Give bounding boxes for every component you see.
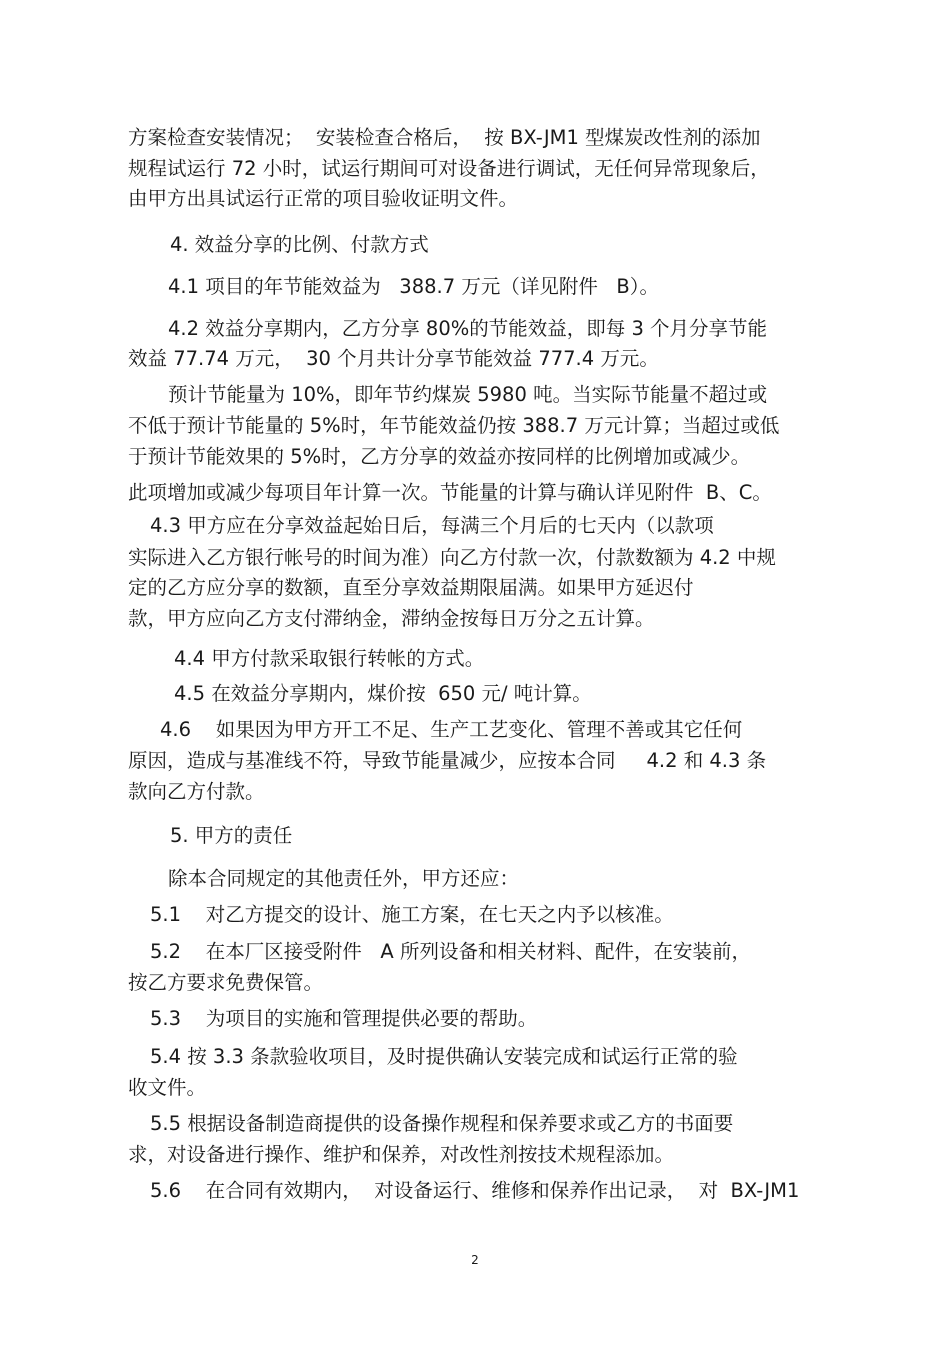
text-line: 5.1 对乙方提交的设计、施工方案，在七天之内予以核准。 xyxy=(150,903,674,926)
text-line: 4.1 项目的年节能效益为 388.7 万元（详见附件 B）。 xyxy=(168,275,660,298)
text-line: 4.4 甲方付款采取银行转帐的方式。 xyxy=(174,647,485,670)
page-number: 2 xyxy=(471,1253,479,1267)
text-line: 于预计节能效果的 5%时，乙方分享的效益亦按同样的比例增加或减少。 xyxy=(128,445,751,468)
text-line: 不低于预计节能量的 5%时，年节能效益仍按 388.7 万元计算；当超过或低 xyxy=(128,414,780,437)
text-line: 4.3 甲方应在分享效益起始日后，每满三个月后的七天内（以款项 xyxy=(150,514,714,537)
text-line: 原因，造成与基准线不符，导致节能量减少，应按本合同 4.2 和 4.3 条 xyxy=(128,749,767,772)
text-line: 4.5 在效益分享期内，煤价按 650 元/ 吨计算。 xyxy=(174,682,592,705)
text-line: 方案检查安装情况； 安装检查合格后， 按 BX-JM1 型煤炭改性剂的添加 xyxy=(128,126,761,149)
text-line: 收文件。 xyxy=(128,1076,207,1099)
text-line: 按乙方要求免费保管。 xyxy=(128,971,324,994)
section-heading: 4. 效益分享的比例、付款方式 xyxy=(170,233,429,256)
text-line: 预计节能量为 10%，即年节约煤炭 5980 吨。当实际节能量不超过或 xyxy=(168,383,768,406)
text-line: 定的乙方应分享的数额，直至分享效益期限届满。如果甲方延迟付 xyxy=(128,576,694,599)
text-line: 效益 77.74 万元， 30 个月共计分享节能效益 777.4 万元。 xyxy=(128,347,659,370)
text-line: 5.3 为项目的实施和管理提供必要的帮助。 xyxy=(150,1007,538,1030)
text-line: 5.5 根据设备制造商提供的设备操作规程和保养要求或乙方的书面要 xyxy=(150,1112,734,1135)
text-line: 规程试运行 72 小时，试运行期间可对设备进行调试，无任何异常现象后， xyxy=(128,157,770,180)
text-line: 5.6 在合同有效期内， 对设备运行、维修和保养作出记录， 对 BX-JM1 xyxy=(150,1179,800,1202)
text-line: 5.2 在本厂区接受附件 A 所列设备和相关材料、配件，在安装前， xyxy=(150,940,751,963)
text-line: 4.6 如果因为甲方开工不足、生产工艺变化、管理不善或其它任何 xyxy=(160,718,743,741)
text-line: 求，对设备进行操作、维护和保养，对改性剂按技术规程添加。 xyxy=(128,1143,675,1166)
text-line: 除本合同规定的其他责任外，甲方还应： xyxy=(168,867,520,890)
section-heading: 5. 甲方的责任 xyxy=(170,824,293,847)
text-line: 实际进入乙方银行帐号的时间为准）向乙方付款一次，付款数额为 4.2 中规 xyxy=(128,546,776,569)
text-line: 款向乙方付款。 xyxy=(128,780,265,803)
text-line: 4.2 效益分享期内，乙方分享 80%的节能效益，即每 3 个月分享节能 xyxy=(168,317,768,340)
text-line: 此项增加或减少每项目年计算一次。节能量的计算与确认详见附件 B、C。 xyxy=(128,481,772,504)
text-line: 款，甲方应向乙方支付滞纳金，滞纳金按每日万分之五计算。 xyxy=(128,607,655,630)
text-line: 5.4 按 3.3 条款验收项目，及时提供确认安装完成和试运行正常的验 xyxy=(150,1045,738,1068)
text-line: 由甲方出具试运行正常的项目验收证明文件。 xyxy=(128,187,519,210)
